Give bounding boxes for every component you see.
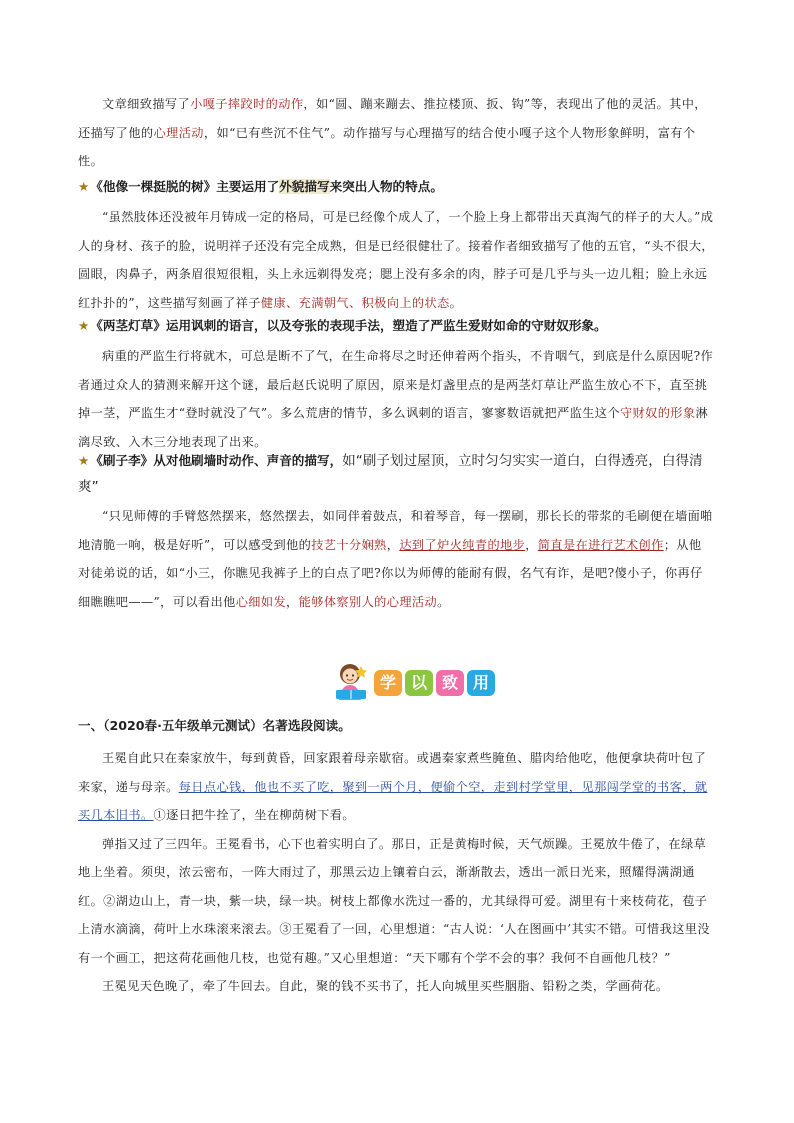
highlight-text: 技艺十分娴熟	[311, 537, 387, 552]
paragraph-yanjiansheng	[78, 342, 714, 456]
badge-char: 以	[405, 670, 433, 696]
heading-quote: 如“刷子划过屋顶，立时匀匀实实一道白，白得透亮，白得清爽”	[78, 453, 703, 495]
star-icon: ★	[78, 179, 90, 194]
paragraph-xiangzi	[78, 203, 714, 317]
highlight-text: 守财奴的形象	[619, 406, 696, 420]
text-run: 文章细致描写了	[102, 97, 191, 111]
text-run: 。	[449, 295, 463, 310]
passage-paragraph-2: 弹指又过了三四年。王冕看书，心下也着实明白了。那日，正是黄梅时候，天气烦躁。王冕放牛倦了，在绿草地上坐着。须臾，浓云密布，一阵大雨过了，那黑云边上镶着白云，渐渐散去，透出一派日光来，照耀得满湖通红。②湖边山上，青一块，紫一块，绿一块。树枝上都像水洗过一番的，尤其绿得可爱。湖里有十来枝荷花，苞子上清水滴滴，荷叶上水珠滚来滚去。③王冕看了一回，心里想道：“古人说：‘人在图画中’其实不错。可惜我这里没有一个画工，把这荷花画他几枝，也觉有趣。”又心里想道：“天下哪有个学不会的事？我何不自画他几枝？”	[78, 836, 710, 965]
highlight-text: 外貌描写	[279, 179, 330, 194]
text-run: ，	[525, 537, 538, 552]
text-run: 淋漓尽致、入木三分地表现了出来。	[78, 406, 709, 449]
text-run: ，	[386, 537, 400, 552]
section-xiaogazi	[78, 90, 714, 176]
badge-char: 用	[467, 670, 495, 696]
text-run: “虽然肢体还没被年月铸成一定的格局，可是已经像个成人了，一个脸上身上都带出天真淘气的样子的大人。”成人的身材、孩子的脸，说明祥子还没有完全成熟，但是已经很健壮了。接着作者细致描写了他的五官，“头不很大，圆眼，肉鼻子，两条眉很短很粗，头上永远剃得发亮；腮上没有多余的肉，脖子可是几乎与头一边儿粗；脸上永远红扑扑的”，这些描写刻画了祥子	[78, 210, 715, 310]
text-run: ①逐日把牛拴了，坐在柳荫树下看。	[153, 808, 355, 822]
heading-text: 《两茎灯草》运用讽刺的语言，以及夸张的表现手法，塑造了严监生爱财如命的守财奴形象。	[90, 318, 607, 333]
text-run: 。	[437, 594, 450, 609]
underlined-sentence: 每日点心钱，他也不买了吃，聚到一两个月，便偷个空，走到村学堂里，见那闯学堂的书客，就买几本旧书。	[78, 779, 708, 822]
passage-paragraph-3: 王冕见天色晚了，牵了牛回去。自此，聚的钱不买书了，托人向城里买些胭脂、铅粉之类，学画荷花。	[102, 979, 669, 993]
text-run: 病重的严监生行将就木，可总是断不了气，在生命将尽之时还伸着两个指头，不肯咽气，到底是什么原因呢?作者通过众人的猜测来解开这个谜，最后赵氏说明了原因，原来是灯盏里点的是两茎灯草让严监生放心不下，直至挑掉一茎，严监生才“登时就没了气”。多么荒唐的情节，多么讽刺的语言，寥寥数语就把严监生这个	[78, 349, 714, 420]
section-badge	[330, 660, 520, 704]
highlight-text: 达到了炉火纯青的地步	[399, 537, 526, 552]
text-run: 王冕自此只在秦家放牛，每到黄昏，回家跟着母亲歇宿。或遇秦家煮些腌鱼、腊肉给他吃，他便拿块荷叶包了来家，递与母亲。	[78, 751, 707, 794]
badge-char: 学	[374, 670, 402, 696]
girl-reading-icon	[330, 660, 374, 704]
passage-paragraph-1	[78, 744, 714, 830]
text-run: ；从他对徒弟说的话，如“小三，你瞧见我裤子上的白点了吧?你以为师傅的能耐有假，名气有诈，是吧?傻小子，你再仔细瞧瞧吧——”，可以看出他	[78, 537, 703, 609]
highlight-text: 健康、充满朝气、积极向上的状态	[260, 295, 450, 310]
highlight-text: 简直是在进行艺术创作	[537, 537, 664, 552]
heading-text: 来突出人物的特点。	[329, 179, 443, 194]
section-xiangzi	[78, 173, 714, 317]
question-title: 一、（2020春·五年级单元测试）名著选段阅读。	[78, 718, 351, 733]
star-heading	[78, 312, 714, 339]
paragraph-shuazili	[78, 502, 714, 616]
heading-text: 《他像一棵挺脱的树》主要运用了	[90, 179, 280, 194]
star-heading	[78, 173, 714, 200]
highlight-text: 能够体察别人的心理活动	[298, 594, 438, 609]
highlight-text: 心细如发	[235, 594, 287, 609]
badge-title	[374, 670, 495, 696]
text-run: ，如“已有些沉不住气”。动作描写与心理描写的结合使小嘎子这个人物形象鲜明，富有个性。	[78, 125, 696, 168]
star-icon: ★	[78, 318, 90, 333]
section-yanjiansheng	[78, 312, 714, 456]
highlight-text: 小嘎子摔跤时的动作	[190, 97, 304, 111]
star-heading	[78, 448, 714, 500]
text-run: ，如“圆、蹦来蹦去、推拉楼顶、扳、钩”等，表现出了他的灵活。其中，还描写了他的	[78, 97, 707, 140]
heading-text: 《刷子李》从对他刷墙时动作、声音的描写，	[90, 453, 343, 468]
text-run: ，	[286, 594, 299, 609]
section-shuazili	[78, 448, 714, 616]
star-icon: ★	[78, 453, 90, 468]
question-1	[78, 714, 714, 1001]
badge-char: 致	[436, 670, 464, 696]
highlight-text: 心理活动	[153, 125, 204, 140]
paragraph-xiaogazi	[78, 90, 714, 176]
text-run: “只见师傅的手臂悠然摆来，悠然摆去，如同伴着鼓点，和着琴音，每一摆刷，那长长的带浆的毛刷便在墙面啪地清脆一响，极是好听”，可以感受到他的	[78, 509, 713, 552]
